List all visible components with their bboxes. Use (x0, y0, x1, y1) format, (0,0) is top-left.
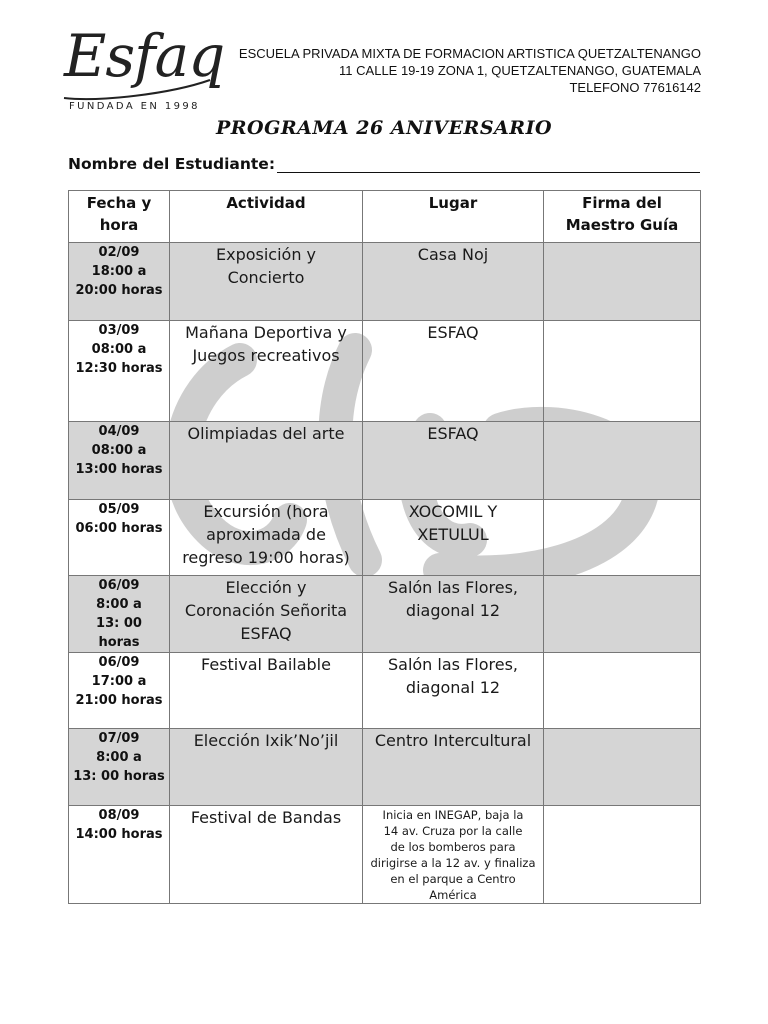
cell-date: 06/09 8:00 a 13: 00 horas (69, 576, 170, 653)
cell-signature[interactable] (544, 500, 701, 576)
table-row (69, 653, 701, 729)
cell-date: 07/09 8:00 a 13: 00 horas (69, 729, 170, 806)
cell-place: Salón las Flores, diagonal 12 (363, 576, 544, 653)
table-row (69, 500, 701, 576)
cell-date: 02/09 18:00 a 20:00 horas (69, 243, 170, 321)
school-info (239, 45, 701, 96)
cell-activity: Festival Bailable (170, 653, 363, 729)
cell-place: ESFAQ (363, 422, 544, 500)
cell-place: ESFAQ (363, 321, 544, 422)
student-name-field (68, 155, 700, 173)
cell-activity: Excursión (hora aproximada de regreso 19:00 horas) (170, 500, 363, 576)
table-row (69, 422, 701, 500)
school-logo (60, 22, 225, 118)
school-address: 11 CALLE 19-19 ZONA 1, QUETZALTENANGO, GUATEMALA (339, 63, 701, 78)
header-activity: Actividad (170, 191, 363, 243)
cell-activity: Exposición y Concierto (170, 243, 363, 321)
table-row (69, 576, 701, 653)
cell-place: Inicia en INEGAP, baja la 14 av. Cruza por la calle de los bomberos para dirigirse a la 12 av. y finaliza en el parque a Centro América (363, 806, 544, 904)
cell-date: 08/09 14:00 horas (69, 806, 170, 904)
table-row (69, 321, 701, 422)
table-row (69, 729, 701, 806)
cell-activity: Elección Ixik’No’jil (170, 729, 363, 806)
cell-signature[interactable] (544, 321, 701, 422)
cell-signature[interactable] (544, 576, 701, 653)
cell-signature[interactable] (544, 729, 701, 806)
student-name-line (277, 156, 700, 173)
cell-signature[interactable] (544, 806, 701, 904)
school-name: ESCUELA PRIVADA MIXTA DE FORMACION ARTISTICA QUETZALTENANGO (238, 46, 701, 61)
cell-date: 04/09 08:00 a 13:00 horas (69, 422, 170, 500)
cell-place: XOCOMIL Y XETULUL (363, 500, 544, 576)
cell-activity: Elección y Coronación Señorita ESFAQ (170, 576, 363, 653)
school-phone: TELEFONO 77616142 (569, 80, 701, 95)
header-date: Fecha y hora (69, 191, 170, 243)
cell-date: 06/09 17:00 a 21:00 horas (69, 653, 170, 729)
program-table (68, 190, 701, 904)
header-place: Lugar (363, 191, 544, 243)
cell-place: Centro Intercultural (363, 729, 544, 806)
table-row (69, 806, 701, 904)
cell-signature[interactable] (544, 243, 701, 321)
cell-activity: Olimpiadas del arte (170, 422, 363, 500)
cell-place: Casa Noj (363, 243, 544, 321)
cell-signature[interactable] (544, 422, 701, 500)
cell-place: Salón las Flores, diagonal 12 (363, 653, 544, 729)
logo-wordmark: Esfaq (64, 22, 225, 90)
student-name-label: Nombre del Estudiante: (68, 155, 276, 173)
program-title: PROGRAMA 26 ANIVERSARIO (215, 117, 553, 139)
cell-date: 03/09 08:00 a 12:30 horas (69, 321, 170, 422)
table-header-row (69, 191, 701, 243)
header-signature: Firma del Maestro Guía (544, 191, 701, 243)
cell-activity: Mañana Deportiva y Juegos recreativos (170, 321, 363, 422)
logo-tagline: FUNDADA EN 1998 (69, 101, 200, 112)
cell-date: 05/09 06:00 horas (69, 500, 170, 576)
cell-signature[interactable] (544, 653, 701, 729)
table-row (69, 243, 701, 321)
cell-activity: Festival de Bandas (170, 806, 363, 904)
